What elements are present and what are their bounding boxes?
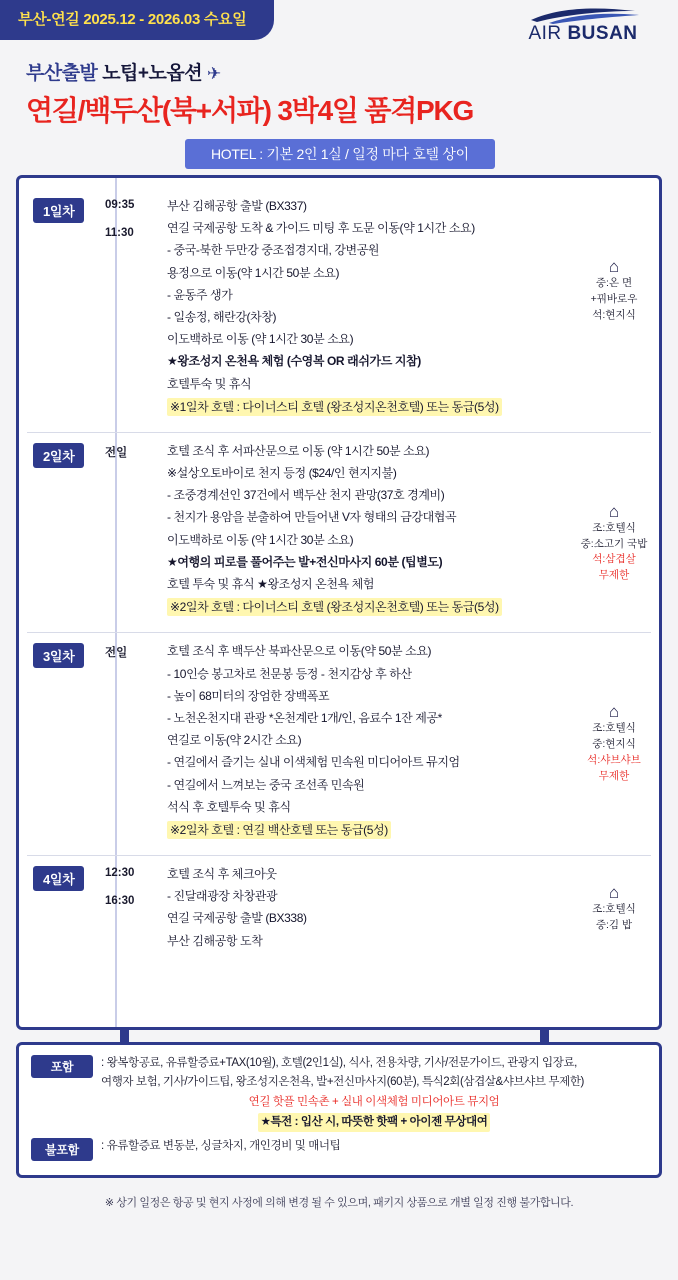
title-block <box>0 54 678 129</box>
itinerary-line: - 윤동주 생가 <box>167 287 233 302</box>
itinerary-line: 이도백하로 이동 (약 1시간 30분 소요) <box>167 532 354 547</box>
hotel-banner: HOTEL : 기본 2인 1실 / 일정 마다 호텔 상이 <box>185 139 495 169</box>
connector-left <box>120 1030 129 1042</box>
hotel-banner-wrap <box>0 139 678 169</box>
itinerary-line: 연길로 이동(약 2시간 소요) <box>167 733 302 748</box>
itinerary-line: 용정으로 이동(약 1시간 50분 소요) <box>167 265 340 280</box>
itinerary-line: 호텔투숙 및 휴식 <box>167 376 252 391</box>
itinerary-line: 부산 김해공항 출발 (BX337) <box>167 199 307 213</box>
route-date-tab: 부산-연길 2025.12 - 2026.03 수요일 <box>0 0 274 40</box>
itinerary-highlight-line: ★왕조성지 온천욕 체험 (수영복 OR 래쉬가드 지참) <box>167 354 421 369</box>
airline-logo <box>508 6 658 44</box>
meal-line: 무제한 <box>598 569 630 582</box>
header-bar <box>0 0 678 54</box>
itinerary-day-3 <box>27 633 651 856</box>
itinerary-day-2 <box>27 433 651 634</box>
day-1-meals <box>577 198 651 422</box>
meal-line: 중:온 면 <box>595 277 633 289</box>
include-badge: 포함 <box>31 1055 93 1078</box>
time-entry: 11:30 <box>105 227 134 239</box>
day-2-body <box>167 443 577 623</box>
day-badge: 4일차 <box>33 866 84 891</box>
swoosh-icon <box>508 6 658 24</box>
time-entry: 09:35 <box>105 199 135 211</box>
inclusion-row <box>31 1055 647 1134</box>
logo-text <box>508 24 658 44</box>
meal-line: 무제한 <box>598 769 630 782</box>
page-title: 연길/백두산(북+서파) 3박4일 품격PKG <box>26 95 474 126</box>
meal-line: +꿔바로우 <box>590 292 638 305</box>
hotel-note <box>167 598 573 616</box>
time-entry: 12:30 <box>105 867 135 880</box>
meal-dome-icon: ⌂ <box>608 257 620 276</box>
inclusions-panel <box>16 1042 662 1178</box>
itinerary-line: - 노천온천지대 관광 *온천계란 1개/인, 음료수 1잔 제공* <box>167 710 442 725</box>
day-badge: 3일차 <box>33 643 84 668</box>
no-tip-option-label: 노팁+노옵션 <box>102 63 203 84</box>
itinerary-line: - 진달래광장 차창관광 <box>167 889 278 904</box>
itinerary-line: 석식 후 호텔투숙 및 휴식 <box>167 799 291 814</box>
exclusion-row <box>31 1138 647 1161</box>
hotel-note-text: ※1일차 호텔 : 다이너스티 호텔 (왕조성지온천호텔) 또는 동급(5성) <box>167 398 502 416</box>
connector-right <box>540 1030 549 1042</box>
day-badge: 2일차 <box>33 443 84 468</box>
meal-line: 조:호텔식 <box>592 521 636 534</box>
time-entry: 16:30 <box>105 895 135 908</box>
itinerary-line: - 조중경계선인 37건에서 백두산 천지 관망(37호 경계비) <box>167 488 445 503</box>
hotel-note-text: ※2일차 호텔 : 다이너스티 호텔 (왕조성지온천호텔) 또는 동급(5성) <box>167 598 502 616</box>
itinerary-day-4 <box>27 856 651 965</box>
itinerary-line: 호텔 조식 후 백두산 북파산문으로 이동(약 50분 소요) <box>167 644 432 659</box>
exclude-badge: 불포함 <box>31 1138 93 1161</box>
day-badge-col <box>27 866 105 955</box>
logo-busan: BUSAN <box>567 23 638 44</box>
hotel-note <box>167 398 573 416</box>
itinerary-line: - 일송정, 해란강(차창) <box>167 309 277 324</box>
itinerary-highlight-line: ★여행의 피로를 풀어주는 발+전신마사지 60분 (팁별도) <box>167 554 443 569</box>
include-line: : 왕복항공료, 유류할증료+TAX(10월), 호텔(2인1실), 식사, 전용차량, 기사/전문가이드, 관광지 입장료, <box>101 1057 577 1069</box>
day-2-meals <box>577 443 651 623</box>
itinerary-line: 호텔 조식 후 체크아웃 <box>167 867 277 882</box>
day-3-times <box>105 643 167 845</box>
itinerary-line: 호텔 투숙 및 휴식 ★왕조성지 온천욕 체험 <box>167 577 375 591</box>
itinerary-line: - 높이 68미터의 장엄한 장백폭포 <box>167 688 330 703</box>
time-entry: 전일 <box>105 446 128 459</box>
itinerary-line: ※설상오토바이로 천지 등정 ($24/인 현지지불) <box>167 466 397 481</box>
itinerary-line: 연길 국제공항 도착 & 가이드 미팅 후 도문 이동(약 1시간 소요) <box>167 221 475 236</box>
meal-line: 조:호텔식 <box>592 722 636 735</box>
include-special-line: ★특전 : 입산 시, 따뜻한 핫팩 + 아이젠 무상대여 <box>258 1113 491 1132</box>
itinerary-line: - 연길에서 즐기는 실내 이색체험 민속원 미디어아트 뮤지엄 <box>167 755 460 770</box>
itinerary-line: 호텔 조식 후 서파산문으로 이동 (약 1시간 50분 소요) <box>167 443 430 458</box>
itinerary-line: - 연길에서 느껴보는 중국 조선족 민속원 <box>167 777 365 792</box>
itinerary-line: 부산 김해공항 도착 <box>167 933 263 948</box>
subtitle-line <box>26 58 678 85</box>
day-badge-col <box>27 643 105 845</box>
day-3-meals <box>577 643 651 845</box>
meal-line: 석:삼겹살 <box>592 553 636 566</box>
day-3-body <box>167 643 577 845</box>
logo-air: AIR <box>528 23 562 44</box>
itinerary-line: - 중국-북한 두만강 중조접경지대, 강변공원 <box>167 243 380 258</box>
itinerary-line: - 10인승 봉고차로 천문봉 등정 - 천지감상 후 하산 <box>167 666 412 681</box>
meal-line: 중:현지식 <box>592 738 636 751</box>
include-body <box>101 1055 647 1134</box>
meal-line: 조:호텔식 <box>592 903 636 916</box>
day-badge-col <box>27 443 105 623</box>
day-4-body <box>167 866 577 955</box>
day-badge-col <box>27 198 105 422</box>
itinerary-day-1 <box>27 188 651 433</box>
exclude-line: : 유류할증료 변동분, 싱글차지, 개인경비 및 매너팁 <box>101 1140 341 1152</box>
include-line: 여행자 보험, 기사/가이드팁, 왕조성지온천욕, 발+전신마사지(60분), 특식2회(삼겹살&샤브샤브 무제한) <box>101 1076 584 1089</box>
meal-dome-icon: ⌂ <box>608 702 620 722</box>
departure-city: 부산출발 <box>26 63 98 84</box>
time-entry: 전일 <box>105 647 128 660</box>
airplane-icon: ✈ <box>206 64 221 83</box>
meal-line: 중:김 밥 <box>595 918 633 931</box>
day-badge: 1일차 <box>33 198 84 223</box>
day-1-times <box>105 198 167 422</box>
meal-line: 중:소고기 국밥 <box>580 537 648 550</box>
footnote: ※ 상기 일정은 항공 및 현지 사정에 의해 변경 될 수 있으며, 패키지 상품으로 개별 일정 진행 불가합니다. <box>104 1197 574 1209</box>
day-4-times <box>105 866 167 955</box>
meal-dome-icon: ⌂ <box>608 883 620 903</box>
include-red-line: 연길 핫플 민속촌 + 실내 이색체험 미디어아트 뮤지엄 <box>248 1095 500 1108</box>
itinerary-panel <box>16 175 662 1030</box>
meal-dome-icon: ⌂ <box>608 501 620 521</box>
exclude-body <box>101 1138 647 1157</box>
meal-line: 석:현지식 <box>592 308 636 321</box>
hotel-note-text: ※2일차 호텔 : 연길 백산호텔 또는 동급(5성) <box>167 821 391 839</box>
itinerary-line: - 천지가 용암을 분출하여 만들어낸 V자 형태의 금강대협곡 <box>167 510 457 525</box>
itinerary-line: 이도백하로 이동 (약 1시간 30분 소요) <box>167 332 354 347</box>
itinerary-line: 연길 국제공항 출발 (BX338) <box>167 911 307 926</box>
meal-line: 석:샤브샤브 <box>587 753 641 766</box>
day-4-meals <box>577 866 651 955</box>
hotel-note <box>167 821 573 839</box>
day-1-body <box>167 198 577 422</box>
panel-connectors <box>16 1030 662 1042</box>
day-2-times <box>105 443 167 623</box>
